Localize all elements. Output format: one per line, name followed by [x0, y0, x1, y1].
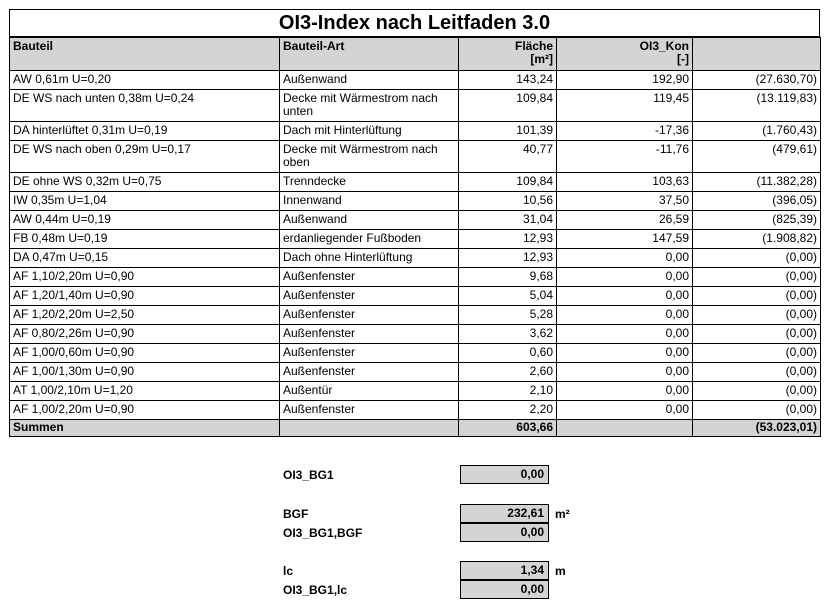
cell-bauteil: DE WS nach oben 0,29m U=0,17 [10, 141, 280, 173]
cell-bauteil: DE WS nach unten 0,38m U=0,24 [10, 90, 280, 122]
lc-unit: m [555, 564, 566, 578]
cell-bauteil-art: Außenfenster [280, 287, 459, 306]
cell-total: (0,00) [693, 249, 821, 268]
cell-oi3-kon: 147,59 [557, 230, 693, 249]
cell-total: (0,00) [693, 306, 821, 325]
cell-bauteil-art: Außenfenster [280, 401, 459, 420]
oi3-bg1-lc-label: OI3_BG1,lc [283, 583, 348, 597]
header-total [693, 38, 821, 71]
header-bauteil: Bauteil [10, 38, 280, 71]
cell-bauteil-art: Dach ohne Hinterlüftung [280, 249, 459, 268]
cell-oi3-kon: 0,00 [557, 306, 693, 325]
summen-flaeche: 603,66 [459, 420, 557, 437]
table-row [10, 287, 821, 306]
cell-total: (0,00) [693, 344, 821, 363]
bgf-value: 232,61 [460, 504, 549, 523]
cell-bauteil-art: Innenwand [280, 192, 459, 211]
cell-flaeche: 101,39 [459, 122, 557, 141]
oi3-bg1-value: 0,00 [460, 465, 549, 484]
cell-flaeche: 143,24 [459, 71, 557, 90]
cell-oi3-kon: -11,76 [557, 141, 693, 173]
table-body [10, 71, 821, 420]
summen-empty [280, 420, 459, 437]
header-flaeche-unit: [m²] [530, 52, 553, 66]
cell-flaeche: 2,60 [459, 363, 557, 382]
cell-bauteil-art: Decke mit Wärmestrom nach oben [280, 141, 459, 173]
oi3-bg1-bgf-value: 0,00 [460, 523, 549, 542]
cell-total: (0,00) [693, 382, 821, 401]
table-row [10, 211, 821, 230]
cell-flaeche: 12,93 [459, 249, 557, 268]
summen-label: Summen [10, 420, 280, 437]
cell-flaeche: 31,04 [459, 211, 557, 230]
cell-bauteil: AW 0,44m U=0,19 [10, 211, 280, 230]
oi3-bg1-label: OI3_BG1 [283, 468, 334, 482]
cell-flaeche: 5,04 [459, 287, 557, 306]
cell-flaeche: 12,93 [459, 230, 557, 249]
cell-bauteil: DE ohne WS 0,32m U=0,75 [10, 173, 280, 192]
cell-bauteil: IW 0,35m U=1,04 [10, 192, 280, 211]
cell-flaeche: 109,84 [459, 173, 557, 192]
cell-oi3-kon: 0,00 [557, 325, 693, 344]
cell-bauteil-art: Dach mit Hinterlüftung [280, 122, 459, 141]
cell-oi3-kon: 0,00 [557, 249, 693, 268]
cell-oi3-kon: 37,50 [557, 192, 693, 211]
cell-oi3-kon: -17,36 [557, 122, 693, 141]
page-title: OI3-Index nach Leitfaden 3.0 [9, 9, 820, 37]
table-row [10, 71, 821, 90]
table-row [10, 192, 821, 211]
cell-total: (11.382,28) [693, 173, 821, 192]
cell-bauteil-art: Trenndecke [280, 173, 459, 192]
cell-bauteil-art: Außenwand [280, 71, 459, 90]
cell-oi3-kon: 26,59 [557, 211, 693, 230]
cell-bauteil-art: Außenfenster [280, 344, 459, 363]
summen-row [10, 420, 821, 437]
cell-oi3-kon: 0,00 [557, 401, 693, 420]
cell-total: (1.908,82) [693, 230, 821, 249]
table-row [10, 249, 821, 268]
table-row [10, 325, 821, 344]
cell-bauteil: FB 0,48m U=0,19 [10, 230, 280, 249]
cell-oi3-kon: 0,00 [557, 382, 693, 401]
lc-label: lc [283, 564, 294, 578]
cell-bauteil: DA hinterlüftet 0,31m U=0,19 [10, 122, 280, 141]
cell-bauteil-art: Außentür [280, 382, 459, 401]
table-row [10, 268, 821, 287]
cell-bauteil: AF 1,20/1,40m U=0,90 [10, 287, 280, 306]
cell-bauteil-art: Außenfenster [280, 306, 459, 325]
cell-bauteil: AF 0,80/2,26m U=0,90 [10, 325, 280, 344]
bgf-label: BGF [283, 507, 309, 521]
cell-oi3-kon: 0,00 [557, 344, 693, 363]
cell-total: (825,39) [693, 211, 821, 230]
cell-oi3-kon: 0,00 [557, 268, 693, 287]
cell-oi3-kon: 0,00 [557, 287, 693, 306]
cell-total: (0,00) [693, 268, 821, 287]
oi3-bg1-bgf-label: OI3_BG1,BGF [283, 526, 363, 540]
cell-flaeche: 9,68 [459, 268, 557, 287]
table-row [10, 344, 821, 363]
cell-flaeche: 10,56 [459, 192, 557, 211]
cell-flaeche: 5,28 [459, 306, 557, 325]
cell-total: (0,00) [693, 325, 821, 344]
table-row [10, 122, 821, 141]
cell-flaeche: 109,84 [459, 90, 557, 122]
cell-bauteil-art: Außenwand [280, 211, 459, 230]
cell-bauteil: AT 1,00/2,10m U=1,20 [10, 382, 280, 401]
cell-bauteil-art: Außenfenster [280, 363, 459, 382]
oi3-bg1-lc-value: 0,00 [460, 580, 549, 599]
table-row [10, 230, 821, 249]
cell-oi3-kon: 0,00 [557, 363, 693, 382]
cell-flaeche: 0,60 [459, 344, 557, 363]
summen-total: (53.023,01) [693, 420, 821, 437]
lc-value: 1,34 [460, 561, 549, 580]
cell-oi3-kon: 192,90 [557, 71, 693, 90]
cell-flaeche: 3,62 [459, 325, 557, 344]
table-header-row [10, 38, 821, 71]
cell-bauteil-art: erdanliegender Fußboden [280, 230, 459, 249]
table-row [10, 382, 821, 401]
cell-bauteil: AF 1,00/0,60m U=0,90 [10, 344, 280, 363]
cell-bauteil: AF 1,20/2,20m U=2,50 [10, 306, 280, 325]
cell-bauteil: DA 0,47m U=0,15 [10, 249, 280, 268]
header-oi3-kon [557, 38, 693, 71]
cell-bauteil-art: Decke mit Wärmestrom nach unten [280, 90, 459, 122]
cell-flaeche: 2,20 [459, 401, 557, 420]
cell-total: (27.630,70) [693, 71, 821, 90]
table-row [10, 363, 821, 382]
cell-total: (0,00) [693, 401, 821, 420]
table-row [10, 141, 821, 173]
header-oi3-unit: [-] [677, 52, 689, 66]
header-bauteil-art: Bauteil-Art [280, 38, 459, 71]
cell-bauteil: AF 1,00/2,20m U=0,90 [10, 401, 280, 420]
cell-total: (396,05) [693, 192, 821, 211]
oi3-table [9, 37, 821, 437]
cell-total: (0,00) [693, 363, 821, 382]
header-flaeche [459, 38, 557, 71]
summen-empty-2 [557, 420, 693, 437]
cell-flaeche: 2,10 [459, 382, 557, 401]
cell-bauteil-art: Außenfenster [280, 268, 459, 287]
cell-total: (13.119,83) [693, 90, 821, 122]
cell-total: (0,00) [693, 287, 821, 306]
bgf-unit: m² [555, 507, 570, 521]
header-flaeche-label: Fläche [514, 39, 553, 53]
table-row [10, 90, 821, 122]
table-row [10, 173, 821, 192]
cell-bauteil: AF 1,10/2,20m U=0,90 [10, 268, 280, 287]
table-row [10, 401, 821, 420]
cell-bauteil: AW 0,61m U=0,20 [10, 71, 280, 90]
cell-total: (1.760,43) [693, 122, 821, 141]
cell-flaeche: 40,77 [459, 141, 557, 173]
cell-oi3-kon: 103,63 [557, 173, 693, 192]
cell-bauteil-art: Außenfenster [280, 325, 459, 344]
cell-oi3-kon: 119,45 [557, 90, 693, 122]
cell-total: (479,61) [693, 141, 821, 173]
header-oi3-label: OI3_Kon [639, 39, 689, 53]
table-row [10, 306, 821, 325]
cell-bauteil: AF 1,00/1,30m U=0,90 [10, 363, 280, 382]
